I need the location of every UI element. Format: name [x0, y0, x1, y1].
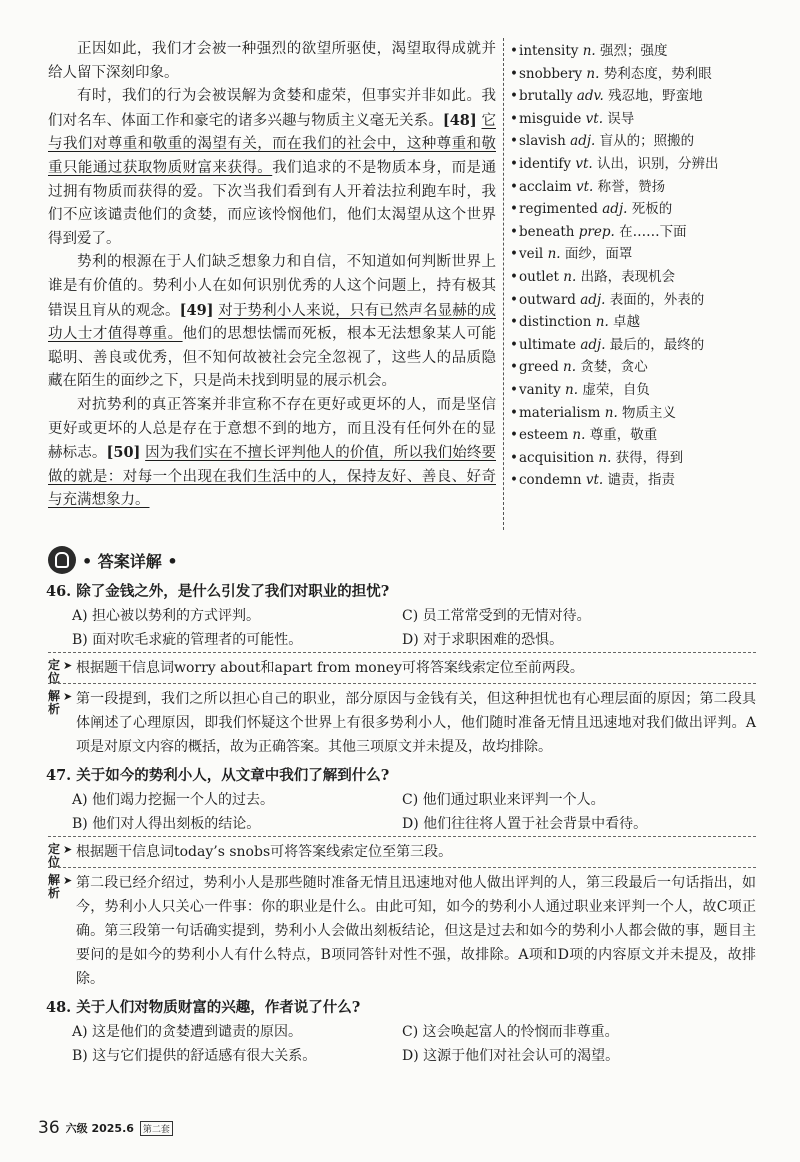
- vocab-item: [510, 40, 756, 63]
- vocab-item: [510, 153, 756, 176]
- vocab-word: outward: [519, 291, 576, 308]
- vocab-meaning: 强烈；强度: [600, 43, 668, 59]
- bullet-icon: •: [510, 336, 518, 353]
- option-grid: [48, 604, 756, 652]
- vocab-pos: n.: [547, 246, 561, 263]
- underlined-sentence-49: 对于势利小人来说，只有已然声名显赫的成功人士才值得尊重。: [48, 302, 497, 343]
- vocab-word: acclaim: [519, 178, 572, 195]
- vocab-meaning: 势利态度，势利眼: [603, 65, 712, 82]
- vocab-pos: n.: [572, 427, 586, 444]
- bullet-icon: •: [510, 314, 518, 331]
- passage: [48, 38, 496, 513]
- arrow-right-icon: ➤: [63, 690, 73, 703]
- answer-section: [48, 544, 756, 1070]
- question-block: [48, 764, 756, 994]
- vocab-meaning: 死板的: [631, 201, 673, 218]
- question-marker-50: [50]: [106, 444, 141, 462]
- answer-option: B) 面对吹毛求疵的管理者的可能性。: [72, 632, 303, 648]
- answer-option: D) 对于求职困难的恐惧。: [402, 632, 564, 648]
- page-footer: [38, 1118, 173, 1138]
- analysis-tag: 解析: [48, 689, 61, 716]
- answer-section-header: [48, 544, 756, 576]
- bullet-icon: •: [510, 155, 518, 172]
- answer-section-title: • 答案详解 •: [82, 551, 178, 571]
- vocab-pos: n.: [586, 65, 600, 82]
- bullet-icon: •: [510, 359, 518, 376]
- answer-option: C) 他们通过职业来评判一个人。: [402, 792, 605, 808]
- vocab-pos: prep.: [578, 223, 615, 240]
- analysis-text: 第一段提到，我们之所以担心自己的职业，部分原因与金钱有关，但这种担忧也有心理层面的原因；第二段具体阐述了心理原因，即我们怀疑这个世界上有很多势利小人，他们随时准备无情且迅速地对我们做出评判。A项是对原文内容的概括，故为正确答案。其他三项原文并未提及，故均排除。: [76, 691, 756, 755]
- vocab-word: misguide: [519, 110, 582, 127]
- vocab-word: greed: [519, 359, 559, 376]
- vocab-word: outlet: [519, 268, 559, 285]
- bullet-icon: •: [510, 404, 518, 421]
- vocabulary-list: [510, 40, 756, 492]
- vocab-item: [510, 379, 756, 402]
- vocab-item: [510, 63, 756, 86]
- vocab-pos: n.: [604, 404, 618, 421]
- question-marker-49: [49]: [179, 301, 214, 319]
- vocab-meaning: 在……下面: [619, 223, 687, 240]
- locate-note: [48, 652, 756, 683]
- question-list: [48, 580, 756, 1068]
- question-block: [48, 580, 756, 762]
- vocab-meaning: 获得，得到: [615, 449, 684, 466]
- answer-option: D) 这源于他们对社会认可的渴望。: [402, 1048, 620, 1064]
- vocab-word: esteem: [519, 427, 569, 444]
- question-title: 47. 关于如今的势利小人，从文章中我们了解到什么?: [46, 767, 390, 784]
- analysis-note: [48, 683, 756, 762]
- vocab-item: [510, 311, 756, 334]
- vocab-pos: vt.: [585, 110, 603, 127]
- analysis-text: 第二段已经介绍过，势利小人是那些随时准备无情且迅速地对他人做出评判的人，第三段最后一句话指出，如今，势利小人只关心一件事：你的职业是什么。由此可知，如今的势利小人通过职业来评判一个人，故C项正确。第三段第一句话确实提到，势利小人会做出刻板结论，但这是过去和如今的势利小人都会做的事，题目主要问的是如今的势利小人有什么特点，B项同答针对性不强，故排除。A项和D项的内容原文并未提及，故排除。: [76, 875, 756, 987]
- vocab-meaning: 认出，识别，分辨出: [596, 155, 719, 172]
- locate-note: [48, 836, 756, 867]
- bullet-icon: •: [510, 223, 518, 240]
- issue-label: 六级 2025.6: [65, 1122, 134, 1135]
- vocab-item: [510, 356, 756, 379]
- vocab-meaning: 称誉，赞扬: [597, 178, 666, 195]
- vocab-pos: vt.: [575, 178, 594, 195]
- vocab-meaning: 残忍地，野蛮地: [608, 88, 703, 105]
- answer-option: C) 员工常常受到的无情对待。: [402, 608, 591, 624]
- vocab-meaning: 尊重，敬重: [589, 427, 658, 444]
- vocab-item: [510, 447, 756, 470]
- vocab-word: materialism: [519, 404, 601, 421]
- vocab-word: vanity: [519, 381, 561, 398]
- vocab-pos: n.: [582, 43, 596, 59]
- analysis-note: [48, 867, 756, 994]
- vocab-meaning: 误导: [607, 110, 635, 127]
- underlined-sentence-50: 因为我们实在不擅长评判他人的价值，所以我们始终要做的就是：对每一个出现在我们生活中的人，保持友好、善良、好奇与充满想象力。: [48, 445, 497, 509]
- vocab-item: [510, 266, 756, 289]
- question-title: 46. 除了金钱之外，是什么引发了我们对职业的担忧?: [46, 583, 390, 600]
- vocab-word: slavish: [519, 133, 566, 150]
- passage-text: 正因如此，我们才会被一种强烈的欲望所驱使，渴望取得成就并给人留下深刻印象。: [48, 41, 496, 81]
- locate-text: 根据题干信息词worry about和apart from money可将答案线索定位至前两段。: [76, 660, 584, 676]
- bullet-icon: •: [510, 472, 518, 489]
- passage-text: 有时，我们的行为会被误解为贪婪和虚荣，但事实并非如此。我们对名车、体面工作和豪宅的诸多兴趣与物质主义毫无关系。: [48, 88, 496, 129]
- passage-text: 势利的根源在于人们缺乏想象力和自信，不知道如何判断世界上谁是有价值的。势利小人在如何识别优秀的人这个问题上，持有极其错误且肓从的观念。: [48, 254, 496, 319]
- vocab-pos: adj.: [570, 133, 596, 150]
- vocab-pos: adj.: [580, 336, 606, 353]
- vocab-pos: n.: [565, 381, 579, 398]
- answer-option: A) 他们竭力挖掘一个人的过去。: [72, 792, 275, 808]
- vocab-item: [510, 243, 756, 266]
- bullet-icon: •: [510, 133, 518, 150]
- bullet-icon: •: [510, 201, 518, 218]
- bullet-icon: •: [510, 427, 518, 444]
- answer-option: A) 这是他们的贪婪遭到谴责的原因。: [72, 1024, 303, 1040]
- answer-option: D) 他们往往将人置于社会背景中看待。: [402, 816, 648, 832]
- vocab-word: brutally: [519, 88, 573, 105]
- analysis-tag: 解析: [48, 873, 61, 900]
- question-block: [48, 996, 756, 1068]
- vocab-word: veil: [519, 246, 544, 263]
- vocab-pos: adj.: [602, 201, 628, 218]
- lightbulb-icon: [48, 546, 76, 574]
- vocab-pos: adv.: [576, 88, 604, 105]
- question-marker-48: [48]: [442, 111, 477, 129]
- vocab-word: ultimate: [519, 336, 577, 353]
- bullet-icon: •: [510, 246, 518, 263]
- vocab-word: regimented: [519, 201, 598, 218]
- answer-option: C) 这会唤起富人的怜悯而非尊重。: [402, 1024, 619, 1040]
- locate-tag: 定位: [48, 658, 61, 685]
- passage-text: 他们的思想怯懦而死板，根本无法想象某人可能聪明、善良或优秀，但不知何故被社会完全忽视了，这些人的品质隐藏在陌生的面纱之下，只是尚未找到明显的展示机会。: [48, 326, 497, 390]
- vocab-meaning: 卓越: [613, 314, 641, 331]
- vocab-meaning: 最后的，最终的: [609, 336, 705, 353]
- vocab-meaning: 虚荣，自负: [582, 381, 650, 398]
- answer-option: B) 他们对人得出刻板的结论。: [72, 816, 261, 832]
- vocab-item: [510, 289, 756, 312]
- passage-paragraph-4: [48, 394, 496, 513]
- vocab-word: intensity: [519, 43, 579, 59]
- passage-paragraph-2: [48, 85, 496, 251]
- vocab-word: acquisition: [519, 449, 595, 466]
- bullet-icon: •: [510, 65, 518, 82]
- vocab-meaning: 物质主义: [622, 404, 677, 421]
- vocab-meaning: 面纱，面罩: [564, 246, 633, 263]
- passage-paragraph-3: [48, 251, 496, 394]
- vocab-pos: adj.: [580, 291, 606, 308]
- passage-text: 对抗势利的真正答案并非宣称不存在更好或更坏的人，而是坚信更好或更坏的人总是存在于意想不到的地方，而且没有任何外在的显赫标志。: [48, 396, 496, 462]
- answer-option: A) 担心被以势利的方式评判。: [72, 608, 261, 624]
- vocab-word: condemn: [519, 472, 582, 489]
- question-title: 48. 关于人们对物质财富的兴趣，作者说了什么?: [46, 999, 361, 1016]
- edition-badge: 第二套: [140, 1121, 173, 1136]
- vocab-meaning: 谴责，指责: [607, 472, 675, 489]
- bullet-icon: •: [510, 381, 518, 398]
- vocab-item: [510, 424, 756, 447]
- vocab-item: [510, 85, 756, 108]
- vocab-item: [510, 402, 756, 425]
- page-number: 36: [38, 1118, 60, 1138]
- vocab-item: [510, 198, 756, 221]
- vocab-pos: n.: [563, 359, 577, 376]
- arrow-right-icon: ➤: [63, 843, 73, 856]
- bullet-icon: •: [510, 449, 518, 466]
- bullet-icon: •: [510, 110, 518, 127]
- column-divider: [503, 38, 504, 530]
- option-grid: [48, 1020, 756, 1068]
- vocab-pos: n.: [598, 449, 612, 466]
- bullet-icon: •: [510, 291, 518, 308]
- option-grid: [48, 788, 756, 836]
- vocab-pos: vt.: [575, 155, 593, 172]
- bullet-icon: •: [510, 43, 518, 59]
- vocab-meaning: 出路，表现机会: [580, 268, 676, 285]
- arrow-right-icon: ➤: [63, 659, 73, 672]
- vocab-item: [510, 176, 756, 199]
- reading-area: [48, 38, 756, 536]
- vocab-pos: n.: [595, 314, 609, 331]
- bullet-icon: •: [510, 88, 518, 105]
- bullet-icon: •: [510, 178, 518, 195]
- locate-tag: 定位: [48, 842, 61, 869]
- vocab-word: snobbery: [519, 65, 583, 82]
- vocab-item: [510, 130, 756, 153]
- vocab-item: [510, 469, 756, 492]
- vocab-item: [510, 108, 756, 131]
- vocab-meaning: 盲从的；照搬的: [599, 133, 695, 150]
- passage-text: 我们追求的不是物质本身，而是通过拥有物质而获得的爱。下次当我们看到有人开着法拉利跑车时，我们不应该谴责他们的贪婪，而应该怜悯他们，他们太渴望从这个世界得到爱了。: [48, 159, 497, 247]
- answer-option: B) 这与它们提供的舒适感有很大关系。: [72, 1048, 317, 1064]
- arrow-right-icon: ➤: [63, 874, 73, 887]
- vocab-pos: n.: [563, 268, 577, 285]
- vocab-item: [510, 221, 756, 244]
- underlined-sentence-48: 它与我们对尊重和敬重的渴望有关，而在我们的社会中，这种尊重和敬重只能通过获取物质财富来获得。: [48, 112, 496, 176]
- bullet-icon: •: [510, 268, 518, 285]
- vocab-pos: vt.: [585, 472, 604, 489]
- vocab-word: identify: [519, 155, 572, 172]
- passage-paragraph-1: [48, 38, 496, 85]
- vocab-item: [510, 334, 756, 357]
- vocab-meaning: 贪婪，贪心: [580, 359, 648, 376]
- vocab-meaning: 表面的，外表的: [609, 291, 705, 308]
- vocab-word: distinction: [519, 314, 592, 331]
- vocab-word: beneath: [519, 223, 575, 240]
- locate-text: 根据题干信息词today’s snobs可将答案线索定位至第三段。: [76, 844, 453, 860]
